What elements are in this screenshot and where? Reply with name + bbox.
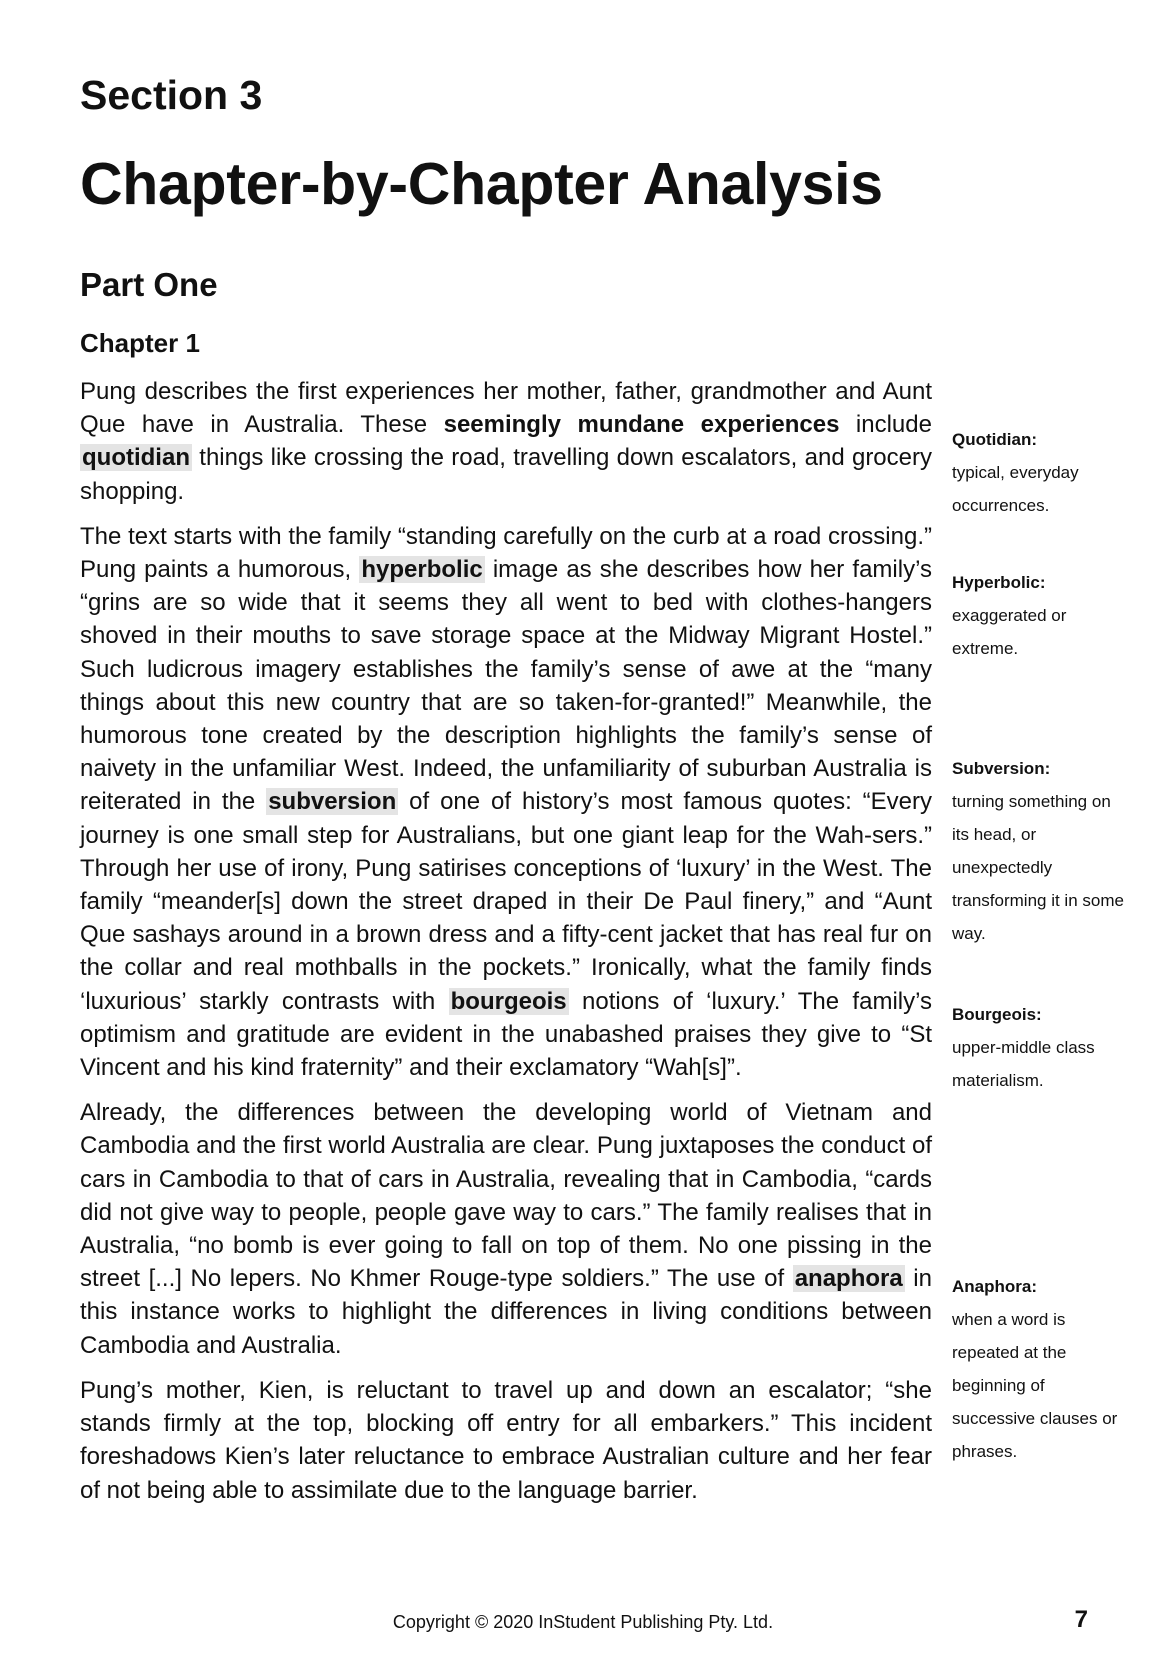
glossary-note-bourgeois: [952, 998, 1132, 1097]
glossary-definition: exaggerated or extreme.: [952, 606, 1067, 658]
glossary-definition: when a word is repeated at the beginning of successive clauses or phrases.: [952, 1310, 1118, 1461]
paragraph-text: include: [839, 411, 932, 439]
paragraph-4: [80, 1374, 932, 1507]
page-number: 7: [1074, 1606, 1088, 1633]
glossary-term-label: Bourgeois:: [952, 1005, 1042, 1024]
paragraph-text: Already, the differences between the developing world of Vietnam and Cambodia and the first world Australia are clear. Pung juxtaposes the conduct of cars in Cambodia to that of cars in Australia, revealing that in Cambodia, “cards did not give way to people, people gave way to cars.” The family realises that in Australia, “no bomb is ever going to fall on top of them. No one pissing in the street [...] No lepers. No Khmer Rouge-type soldiers.” The use of: [80, 1099, 932, 1293]
bold-phrase: seemingly mundane experiences: [443, 411, 840, 439]
glossary-term-label: Hyperbolic:: [952, 573, 1046, 592]
glossary-definition: upper-middle class materialism.: [952, 1038, 1095, 1090]
page-title: Chapter-by-Chapter Analysis: [80, 151, 883, 217]
glossary-term-bourgeois: bourgeois: [450, 987, 567, 1015]
paragraph-text: Pung describes the first experiences her mother, father, grandmother and Aunt Que have in Australia. These: [80, 378, 932, 439]
glossary-note-quotidian: [952, 423, 1132, 522]
glossary-note-anaphora: [952, 1270, 1132, 1468]
glossary-term-quotidian: quotidian: [82, 444, 190, 472]
glossary-term-anaphora: anaphora: [794, 1265, 903, 1293]
section-label: Section 3: [80, 72, 263, 118]
copyright-footer: Copyright © 2020 InStudent Publishing Pty. Ltd.: [392, 1612, 774, 1632]
glossary-term-label: Anaphora:: [952, 1277, 1037, 1296]
glossary-definition: typical, everyday occurrences.: [952, 463, 1079, 515]
paragraph-text: in this instance works to highlight the differences in living conditions between Cambodia and Australia.: [80, 1265, 932, 1359]
glossary-note-subversion: [952, 752, 1132, 950]
glossary-term-hyperbolic: hyperbolic: [361, 556, 483, 584]
glossary-definition: turning something on its head, or unexpectedly transforming it in some way.: [952, 792, 1124, 943]
part-title: Part One: [80, 266, 218, 303]
paragraph-2: [80, 520, 932, 1084]
paragraph-text: of one of history’s most famous quotes: “Every journey is one small step for Australians, but one giant leap for the Wah-sers.” Through her use of irony, Pung satirises conceptions of ‘luxury’ in the West. The family “meander[s] down the street draped in their De Paul finery,” and “Aunt Que sashays around in a brown dress and a fifty-cent jacket that has real fur on the collar and real mothballs in the pockets.” Ironically, what the family finds ‘luxurious’ starkly contrasts with: [80, 788, 933, 1015]
chapter-heading: Chapter 1: [80, 328, 200, 358]
glossary-note-hyperbolic: [952, 566, 1132, 665]
paragraph-text: The text starts with the family “standing carefully on the curb at a road crossing.” Pung paints a humorous,: [80, 522, 932, 584]
glossary-term-subversion: subversion: [268, 788, 397, 816]
paragraph-text: things like crossing the road, travelling down escalators, and grocery shopping.: [80, 444, 932, 505]
paragraph-3: [80, 1096, 932, 1362]
paragraph-text: image as she describes how her family’s “grins are so wide that it seems they all went to bed with clothes-hangers shoved in their mouths to save storage space at the Midway Migrant Hostel.” Such ludicrous imagery establishes the family’s sense of awe at the “many things about this new country that are so taken-for-granted!” Meanwhile, the humorous tone created by the description highlights the family’s sense of naivety in the unfamiliar West. Indeed, the unfamiliarity of suburban Australia is reiterated in the: [80, 556, 932, 816]
paragraph-text: notions of ‘luxury.’ The family’s optimism and gratitude are evident in the unabashed praises they give to “St Vincent and his kind fraternity” and their exclamatory “Wah[s]”.: [80, 987, 933, 1082]
body-text: [80, 375, 932, 1519]
paragraph-1: [80, 375, 932, 508]
glossary-term-label: Subversion:: [952, 759, 1051, 778]
glossary-term-label: Quotidian:: [952, 430, 1037, 449]
paragraph-text: Pung’s mother, Kien, is reluctant to travel up and down an escalator; “she stands firmly at the top, blocking off entry for all embarkers.” This incident foreshadows Kien’s later reluctance to embrace Australian culture and her fear of not being able to assimilate due to the language barrier.: [80, 1376, 932, 1504]
